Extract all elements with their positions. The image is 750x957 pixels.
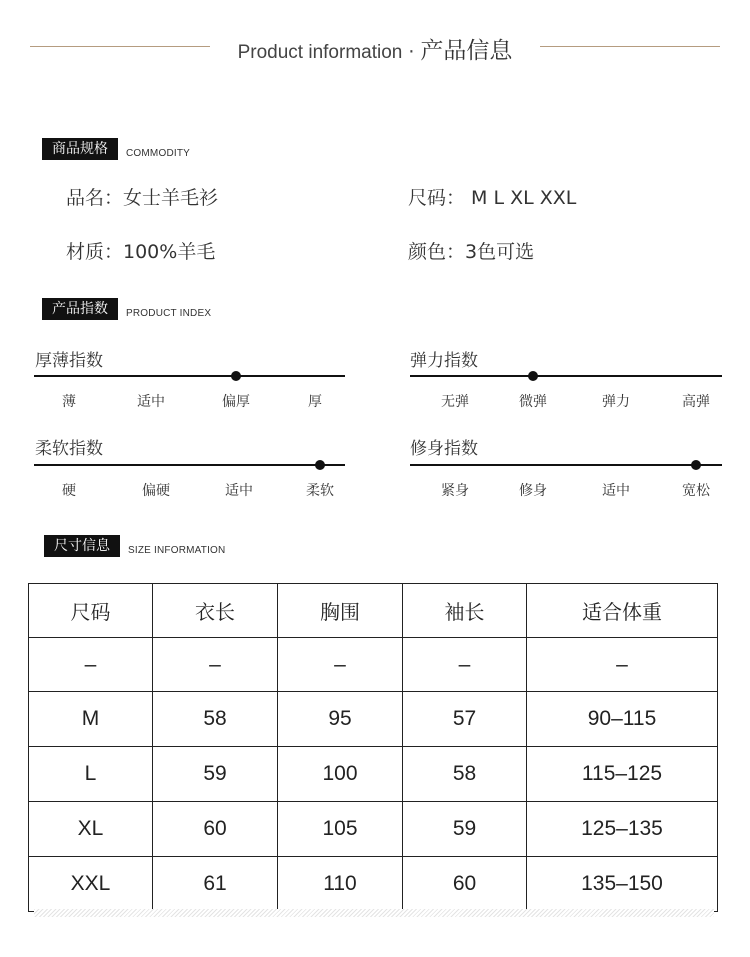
page-title [210,32,540,65]
softness-index-title: 柔软指数 [35,439,103,459]
size-table-cell: – [278,638,403,692]
size-table-cell: 59 [403,802,527,857]
size-table-cell: 90–115 [527,692,718,747]
thickness-index-track [34,375,345,377]
thickness-index-option: 偏厚 [222,394,250,410]
size-table-cell: 60 [153,802,278,857]
size-info-label-cn: 尺寸信息 [44,535,120,557]
thickness-index-title: 厚薄指数 [35,351,103,371]
page-title-separator: · [408,41,415,63]
size-table-cell: 58 [403,747,527,802]
size-table-cell: 61 [153,857,278,912]
size-info-label-en: SIZE INFORMATION [128,544,226,556]
page-title-en: Product information [237,42,403,63]
product-index-label-cn: 产品指数 [42,298,118,320]
product-material: 材质：100%羊毛 [66,241,216,263]
size-table-row [29,747,718,802]
size-table [28,583,718,912]
size-table-cell: L [29,747,153,802]
size-table-cell: XXL [29,857,153,912]
size-table-row [29,857,718,912]
size-table-cell: 115–125 [527,747,718,802]
size-table-cell: 57 [403,692,527,747]
table-shadow [34,909,714,917]
size-table-header-cell: 衣长 [153,584,278,638]
softness-index-option: 偏硬 [142,483,170,499]
elasticity-index-option: 高弹 [682,394,710,410]
size-table-cell: – [527,638,718,692]
size-table-cell: 60 [403,857,527,912]
size-table-header-row [29,584,718,638]
softness-index-option: 硬 [62,483,76,499]
header-divider-left [30,46,210,47]
size-table-row [29,692,718,747]
product-index-label-en: PRODUCT INDEX [126,307,212,319]
size-table-header-cell: 适合体重 [527,584,718,638]
elasticity-index-option: 弹力 [602,394,630,410]
size-table-header-cell: 袖长 [403,584,527,638]
size-table-cell: 110 [278,857,403,912]
softness-index-option: 适中 [225,483,253,499]
size-table-cell: XL [29,802,153,857]
product-index-section-heading [42,298,211,320]
header-divider-right [540,46,720,47]
size-table-row [29,802,718,857]
product-sizes: 尺码： M L XL XXL [408,187,577,209]
size-table-cell: 59 [153,747,278,802]
fit-index-option: 紧身 [441,483,469,499]
size-table-cell: 95 [278,692,403,747]
softness-index-track [34,464,345,466]
fit-index-option: 宽松 [682,483,710,499]
size-table-cell: – [153,638,278,692]
commodity-section-heading [42,138,190,160]
size-table-cell: 58 [153,692,278,747]
fit-index-track [410,464,722,466]
softness-index-marker [315,460,325,470]
fit-index-marker [691,460,701,470]
size-table-cell: – [29,638,153,692]
thickness-index-option: 适中 [137,394,165,410]
elasticity-index-option: 无弹 [441,394,469,410]
fit-index-option: 修身 [519,483,547,499]
product-colors: 颜色：3色可选 [408,241,535,263]
thickness-index-option: 厚 [308,394,322,410]
size-table-cell: 135–150 [527,857,718,912]
elasticity-index-marker [528,371,538,381]
commodity-label-cn: 商品规格 [42,138,118,160]
size-table-cell: 105 [278,802,403,857]
elasticity-index-title: 弹力指数 [410,351,478,371]
size-table-cell: 100 [278,747,403,802]
size-table-cell: M [29,692,153,747]
size-table-cell: – [403,638,527,692]
size-table-header-cell: 尺码 [29,584,153,638]
softness-index-option: 柔软 [306,483,334,499]
size-table-header-cell: 胸围 [278,584,403,638]
elasticity-index-track [410,375,722,377]
elasticity-index-option: 微弹 [519,394,547,410]
size-table-row [29,638,718,692]
page-title-cn: 产品信息 [420,38,513,64]
product-name: 品名：女士羊毛衫 [66,187,219,209]
thickness-index-marker [231,371,241,381]
size-info-section-heading [44,535,225,557]
commodity-label-en: COMMODITY [126,147,191,159]
thickness-index-option: 薄 [62,394,76,410]
size-table-cell: 125–135 [527,802,718,857]
fit-index-option: 适中 [602,483,630,499]
fit-index-title: 修身指数 [410,439,478,459]
